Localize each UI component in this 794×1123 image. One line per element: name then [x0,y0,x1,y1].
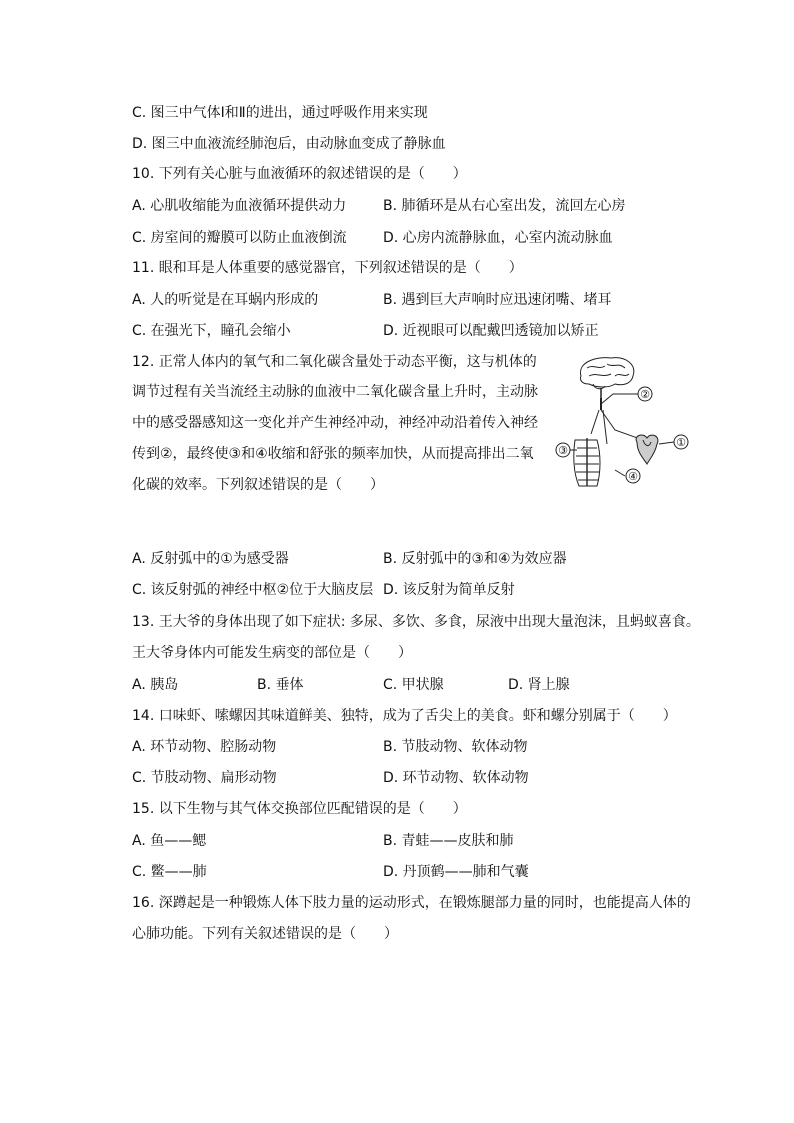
figure-label-1: ① [676,436,686,449]
q15-option-d: D. 丹顶鹤——肺和气囊 [383,864,529,880]
reflex-arc-figure [553,354,693,494]
q13-option-b: B. 垂体 [257,677,304,693]
q11-option-b: B. 遇到巨大声响时应迅速闭嘴、堵耳 [383,292,612,308]
q12-stem-line-5: 化碳的效率。下列叙述错误的是（ ） [132,477,384,493]
figure-label-4: ④ [628,470,638,483]
q15-option-a: A. 鱼——鳃 [132,833,207,849]
q13-option-c: C. 甲状腺 [383,677,444,693]
q13-option-d: D. 肾上腺 [508,677,570,693]
q10-option-c: C. 房室间的瓣膜可以防止血液倒流 [132,230,347,246]
q12-option-c: C. 该反射弧的神经中枢②位于大脑皮层 [132,582,374,598]
q16-stem-line-1: 16. 深蹲起是一种锻炼人体下肢力量的运动形式，在锻炼腿部力量的同时，也能提高人体的 [132,895,691,911]
q15-stem: 15. 以下生物与其气体交换部位匹配错误的是（ ） [132,801,467,817]
q10-option-d: D. 心房内流静脉血，心室内流动脉血 [383,230,613,246]
q10-stem: 10. 下列有关心脏与血液循环的叙述错误的是（ ） [132,166,467,182]
lungs-drawing [574,438,600,486]
q14-option-c: C. 节肢动物、扁形动物 [132,770,277,786]
heart-drawing [636,435,658,464]
q11-stem: 11. 眼和耳是人体重要的感觉器官，下列叙述错误的是（ ） [132,260,523,276]
q15-option-c: C. 鳖——肺 [132,864,207,880]
q12-option-a: A. 反射弧中的①为感受器 [132,551,289,567]
q13-option-a: A. 胰岛 [132,677,179,693]
q9-option-d: D. 图三中血液流经肺泡后，由动脉血变成了静脉血 [132,136,446,152]
brain-drawing [580,358,633,398]
q11-option-d: D. 近视眼可以配戴凹透镜加以矫正 [383,323,599,339]
nerve-paths [591,394,643,444]
q10-option-b: B. 肺循环是从右心室出发，流回左心房 [383,198,626,214]
q14-stem: 14. 口味虾、嗦螺因其味道鲜美、独特，成为了舌尖上的美食。虾和螺分别属于（ ） [132,708,677,724]
q13-stem-line-1: 13. 王大爷的身体出现了如下症状: 多尿、多饮、多食，尿液中出现大量泡沫，且蚂蚁喜食。 [132,614,700,630]
q10-option-a: A. 心肌收缩能为血液循环提供动力 [132,198,347,214]
q12-stem-line-3: 中的感受器感知这一变化并产生神经冲动，神经冲动沿着传入神经 [132,415,538,431]
figure-label-2: ② [640,388,650,401]
q16-stem-line-2: 心肺功能。下列有关叙述错误的是（ ） [132,926,398,942]
q14-option-b: B. 节肢动物、软体动物 [383,739,528,755]
q12-stem-line-4: 传到②，最终使③和④收缩和舒张的频率加快，从而提高排出二氧 [132,446,534,462]
q11-option-c: C. 在强光下，瞳孔会缩小 [132,323,291,339]
q13-stem-line-2: 王大爷身体内可能发生病变的部位是（ ） [132,645,412,661]
q15-option-b: B. 青蛙——皮肤和肺 [383,833,514,849]
q12-stem-line-1: 12. 正常人体内的氧气和二氧化碳含量处于动态平衡，这与机体的 [132,354,537,370]
q12-option-d: D. 该反射为简单反射 [383,582,515,598]
reflex-arc-diagram [553,354,693,494]
q11-option-a: A. 人的听觉是在耳蜗内形成的 [132,292,319,308]
q12-option-b: B. 反射弧中的③和④为效应器 [383,551,567,567]
q12-stem-line-2: 调节过程有关当流经主动脉的血液中二氧化碳含量上升时，主动脉 [132,384,538,400]
q9-option-c: C. 图三中气体Ⅰ和Ⅱ的进出，通过呼吸作用来实现 [132,105,428,121]
q14-option-a: A. 环节动物、腔肠动物 [132,739,277,755]
figure-label-3: ③ [558,444,568,457]
q14-option-d: D. 环节动物、软体动物 [383,770,529,786]
